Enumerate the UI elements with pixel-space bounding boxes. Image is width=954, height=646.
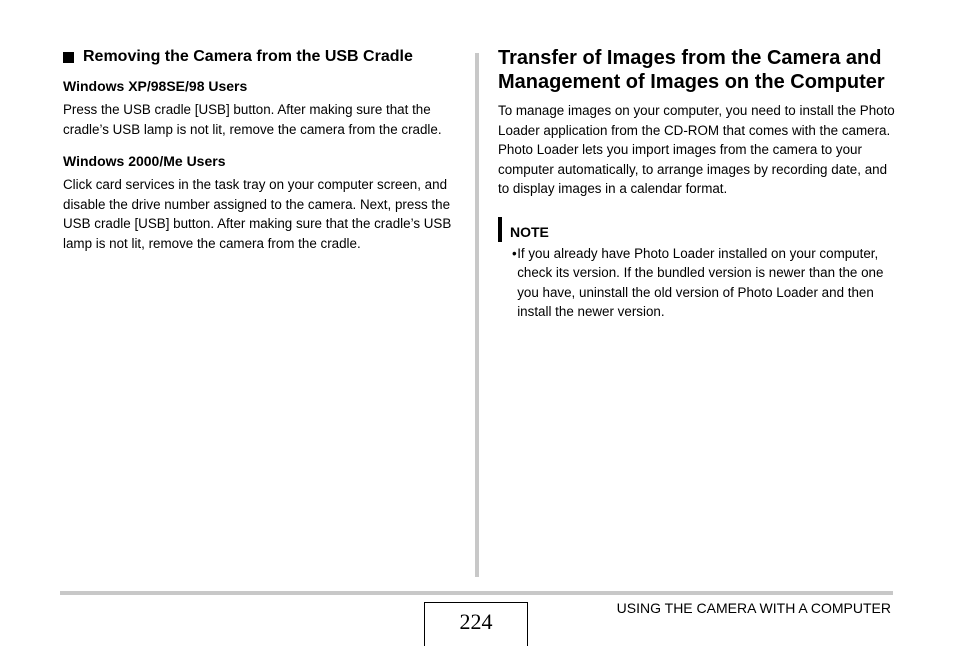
- xp-users-text: Press the USB cradle [USB] button. After making sure that the cradle’s USB lamp is not lit, remove the camera from the cradle.: [63, 102, 442, 137]
- section-heading: [63, 48, 463, 66]
- footer-section-title: USING THE CAMERA WITH A COMPUTER: [616, 600, 891, 616]
- square-bullet-icon: [63, 52, 74, 63]
- note-item-text: If you already have Photo Loader installed on your computer, check its version. If the bundled version is newer than the one you have, uninstall the old version of Photo Loader and then install the newer version.: [517, 245, 884, 319]
- win2000-users-heading: Windows 2000/Me Users: [63, 153, 226, 169]
- photo-loader-paragraph: Photo Loader lets you import images from the camera to your computer automatically, to arrange images by recording date, and to display images in a calendar format.: [498, 142, 888, 196]
- win2000-users-text: Click card services in the task tray on your computer screen, and disable the drive number assigned to the camera. Next, press the USB cradle [USB] button. After making sure that the cradle’s USB lamp is not lit, remove the camera from the cradle.: [63, 177, 452, 251]
- page-title: Transfer of Images from the Camera and Management of Images on the Computer: [498, 47, 885, 93]
- list-item: [498, 244, 898, 322]
- note-label: NOTE: [510, 224, 549, 240]
- intro-paragraph: To manage images on your computer, you need to install the Photo Loader application from the CD-ROM that comes with the camera.: [498, 103, 895, 138]
- note-bar-icon: [498, 217, 502, 242]
- column-divider: [475, 53, 479, 577]
- note-heading: [498, 217, 898, 242]
- note-list: [498, 244, 898, 322]
- footer-divider: [60, 591, 893, 595]
- section-heading-text: Removing the Camera from the USB Cradle: [83, 48, 413, 65]
- left-column: [63, 48, 463, 253]
- bullet-icon: •: [512, 245, 517, 261]
- xp-users-heading: Windows XP/98SE/98 Users: [63, 78, 248, 94]
- page-number: 224: [424, 602, 528, 646]
- right-column: [498, 46, 898, 322]
